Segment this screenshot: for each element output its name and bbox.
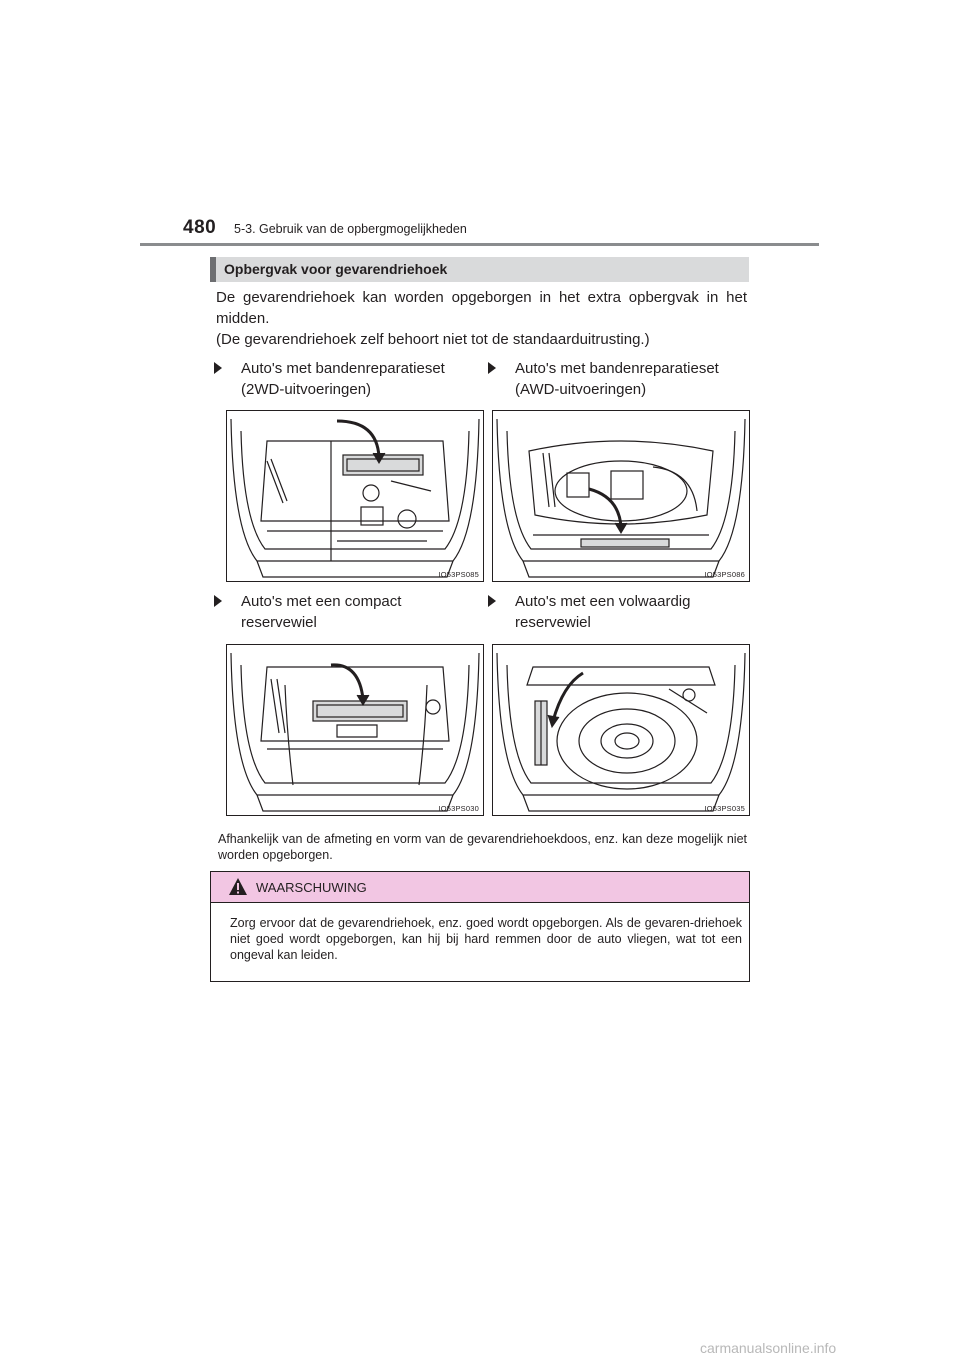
warning-box: [210, 871, 750, 982]
figure-code: IO53PS086: [704, 570, 745, 579]
warning-header: [211, 872, 749, 903]
variant-caption-line: Auto's met bandenreparatieset: [241, 360, 445, 377]
variant-caption-line: (2WD-uitvoeringen): [241, 381, 372, 398]
figure-trunk-full-spare: [492, 644, 750, 816]
variant-caption-full-spare: [503, 591, 690, 633]
variant-caption-line: Auto's met een compact: [241, 593, 402, 610]
warning-title: WAARSCHUWING: [256, 880, 367, 895]
storage-note: Afhankelijk van de afmeting en vorm van de gevarendriehoekdoos, enz. kan deze mogelijk niet worden opgeborgen.: [218, 832, 747, 862]
variant-caption-line: Auto's met bandenreparatieset: [515, 360, 719, 377]
header-divider: [140, 243, 819, 246]
figure-trunk-compact-spare: [226, 644, 484, 816]
trunk-illustration: [227, 645, 483, 815]
bullet-arrow-icon: [488, 595, 496, 607]
variant-caption-line: Auto's met een volwaardig: [515, 593, 691, 610]
figure-code: IO53PS035: [704, 804, 745, 813]
trunk-illustration: [227, 411, 483, 581]
bullet-arrow-icon: [214, 595, 222, 607]
page-number: 480: [183, 217, 217, 238]
section-heading-bar: [210, 257, 749, 282]
variant-caption-line: reservewiel: [241, 614, 317, 631]
intro-paragraph: De gevarendriehoek kan worden opgeborgen in het extra opbergvak in het midden.: [216, 289, 747, 327]
figure-code: IO53PS085: [438, 570, 479, 579]
variant-caption-line: reservewiel: [515, 614, 591, 631]
variant-caption-compact-spare: [229, 591, 401, 633]
section-heading-accent: [210, 257, 216, 282]
trunk-illustration: [493, 411, 749, 581]
variant-caption-line: (AWD-uitvoeringen): [515, 381, 647, 398]
intro-text: [216, 287, 747, 350]
figure-code: IO53PS030: [438, 804, 479, 813]
bullet-arrow-icon: [488, 362, 496, 374]
section-title: Opbergvak voor gevarendriehoek: [224, 261, 448, 277]
warning-text: Zorg ervoor dat de gevarendriehoek, enz. goed wordt opgeborgen. Als de gevaren-driehoek niet goed wordt opgeborgen, kan hij bij hard remmen door de auto vliegen, wat tot een ongeval kan leiden.: [230, 916, 742, 962]
warning-triangle-icon: [228, 877, 248, 896]
watermark: carmanualsonline.info: [700, 1340, 837, 1356]
figure-trunk-2wd: [226, 410, 484, 582]
variant-caption-2wd: [229, 358, 445, 400]
chapter-title: 5-3. Gebruik van de opbergmogelijkheden: [234, 222, 467, 236]
intro-note: (De gevarendriehoek zelf behoort niet tot de standaarduitrusting.): [216, 331, 650, 348]
trunk-illustration: [493, 645, 749, 815]
variant-caption-awd: [503, 358, 719, 400]
figure-trunk-awd: [492, 410, 750, 582]
bullet-arrow-icon: [214, 362, 222, 374]
